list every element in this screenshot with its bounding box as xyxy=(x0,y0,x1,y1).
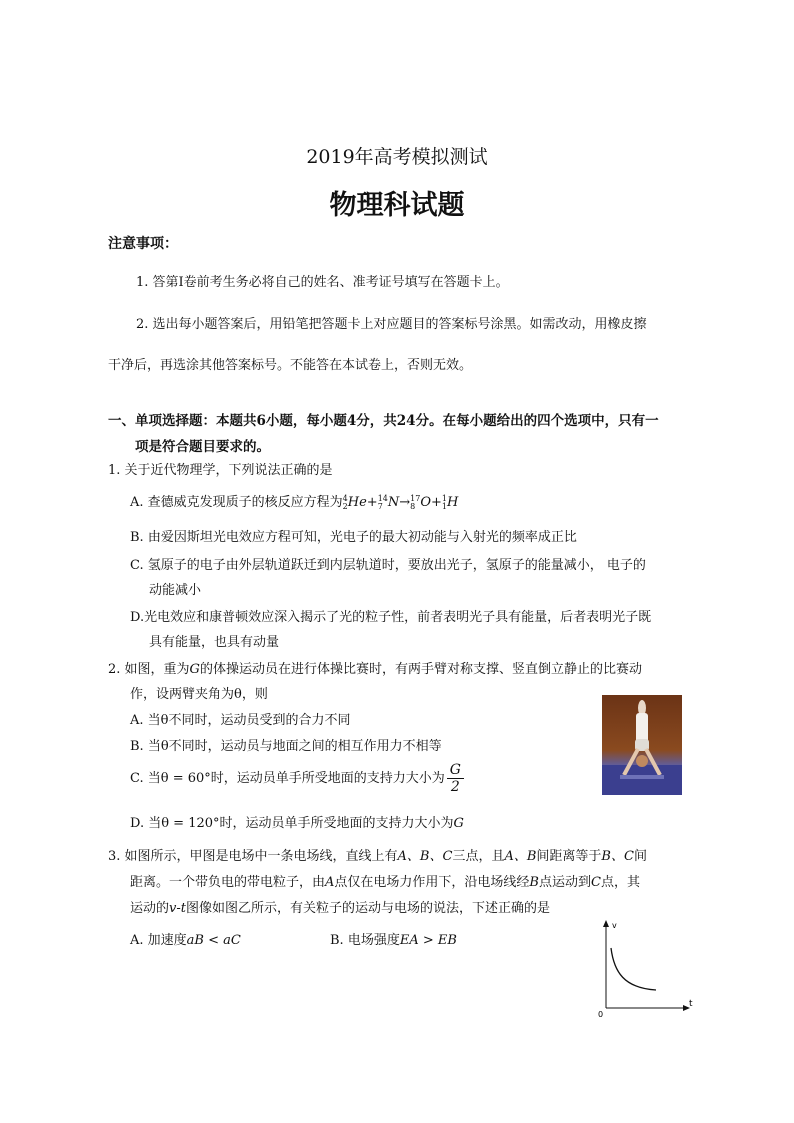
q1-option-b: B. 由爱因斯坦光电效应方程可知，光电子的最大初动能与入射光的频率成正比 xyxy=(130,530,577,545)
section-heading-line1: 一、单项选择题：本题共6小题，每小题4分，共24分。在每小题给出的四个选项中，只有一 xyxy=(108,413,659,429)
q3-option-a-text: A. 加速度 xyxy=(130,933,187,948)
origin-label: 0 xyxy=(598,1010,604,1019)
q2-weight-symbol: G xyxy=(189,662,200,677)
q3-text: 三点，且 xyxy=(452,849,505,864)
q1-option-c-line2: 动能减小 xyxy=(149,583,202,598)
q2-option-c-text: C. 当θ = 60°时，运动员单手所受地面的支持力大小为 xyxy=(130,771,445,786)
note-item-2-line2: 干净后，再选涂其他答案标号。不能答在本试卷上，否则无效。 xyxy=(108,358,473,373)
notes-heading: 注意事项： xyxy=(108,236,178,252)
fraction-numerator: G xyxy=(447,762,464,779)
v-axis-label: v xyxy=(612,921,617,930)
q2-stem-part1: 2. 如图，重为 xyxy=(108,662,190,677)
q2-option-b: B. 当θ不同时，运动员与地面之间的相互作用力不相等 xyxy=(130,739,442,754)
q1-option-c-line1: C. 氢原子的电子由外层轨道跃迁到内层轨道时，要放出光子，氢原子的能量减小， 电子的 xyxy=(130,558,646,573)
fraction-denominator: 2 xyxy=(450,779,460,795)
q3-symbol: v-t xyxy=(169,901,186,916)
q3-symbol: B xyxy=(529,875,539,890)
q1-option-d-line2: 具有能量，也具有动量 xyxy=(149,635,280,650)
q2-option-c xyxy=(130,762,464,795)
q3-text: 点仅在电场力作用下，沿电场线经 xyxy=(334,875,530,890)
note-item-2-line1: 2. 选出每小题答案后，用铅笔把答题卡上对应题目的答案标号涂黑。如需改动，用橡皮擦 xyxy=(136,317,647,332)
q2-option-a: A. 当θ不同时，运动员受到的合力不同 xyxy=(130,713,351,728)
q1-option-d-line1: D.光电效应和康普顿效应深入揭示了光的粒子性，前者表明光子具有能量，后者表明光子既 xyxy=(130,610,652,625)
q3-text: 3. 如图所示，甲图是电场中一条电场线，直线上有 xyxy=(108,849,398,864)
vt-graph xyxy=(590,918,700,1023)
q1-option-a xyxy=(130,494,458,512)
q3-option-b-text: B. 电场强度 xyxy=(330,933,400,948)
gymnast-handstand-photo xyxy=(602,695,682,795)
q2-option-d-text: D. 当θ = 120°时，运动员单手所受地面的支持力大小为 xyxy=(130,816,454,831)
q2-option-d xyxy=(130,815,464,833)
q3-symbol: A xyxy=(325,875,335,890)
q2-stem-line1 xyxy=(108,661,642,679)
exam-year-title: 2019年高考模拟测试 xyxy=(306,146,488,168)
q1-stem: 1. 关于近代物理学，下列说法正确的是 xyxy=(108,463,333,478)
velocity-curve xyxy=(611,948,656,990)
exam-subject-title: 物理科试题 xyxy=(329,190,465,221)
q3-text: 点运动到 xyxy=(538,875,591,890)
q3-option-b-math: EA > EB xyxy=(399,933,457,948)
q3-stem-line2 xyxy=(130,874,640,892)
q3-text: 点，其 xyxy=(600,875,640,890)
q1-option-a-text: A. 查德威克发现质子的核反应方程为 xyxy=(130,495,343,510)
gymnast-figure-icon xyxy=(602,695,682,795)
q3-text: 间距离等于 xyxy=(536,849,602,864)
v-axis-arrow-icon xyxy=(603,920,609,927)
nuclear-equation: 4 2He+14 7 N→17 8 O+1 1H xyxy=(342,493,459,511)
q3-symbol: A、B、C xyxy=(397,849,453,864)
q2-option-d-symbol: G xyxy=(453,816,464,831)
note-item-1: 1. 答第Ⅰ卷前考生务必将自己的姓名、准考证号填写在答题卡上。 xyxy=(136,275,509,290)
t-axis-label: t xyxy=(689,999,693,1009)
g-over-2-fraction xyxy=(447,762,464,795)
q3-symbol: B、C xyxy=(601,849,634,864)
q3-option-a-math: aB < aC xyxy=(186,933,241,948)
q3-stem-line3 xyxy=(130,900,550,918)
q2-stem-line2: 作，设两臂夹角为θ，则 xyxy=(130,687,268,702)
q3-text: 间 xyxy=(633,849,647,864)
q3-stem-line1 xyxy=(108,848,647,866)
q3-text: 图像如图乙所示，有关粒子的运动与电场的说法，下述正确的是 xyxy=(185,901,550,916)
q3-symbol: C xyxy=(591,875,601,890)
q3-symbol: A、B xyxy=(504,849,537,864)
q3-text: 距离。一个带负电的带电粒子，由 xyxy=(130,875,326,890)
q3-option-b xyxy=(330,932,457,950)
section-heading-line2: 项是符合题目要求的。 xyxy=(135,439,270,455)
q2-stem-part2: 的体操运动员在进行体操比赛时，有两手臂对称支撑、竖直倒立静止的比赛动 xyxy=(199,662,642,677)
q3-option-a xyxy=(130,932,241,950)
q3-text: 运动的 xyxy=(130,901,170,916)
